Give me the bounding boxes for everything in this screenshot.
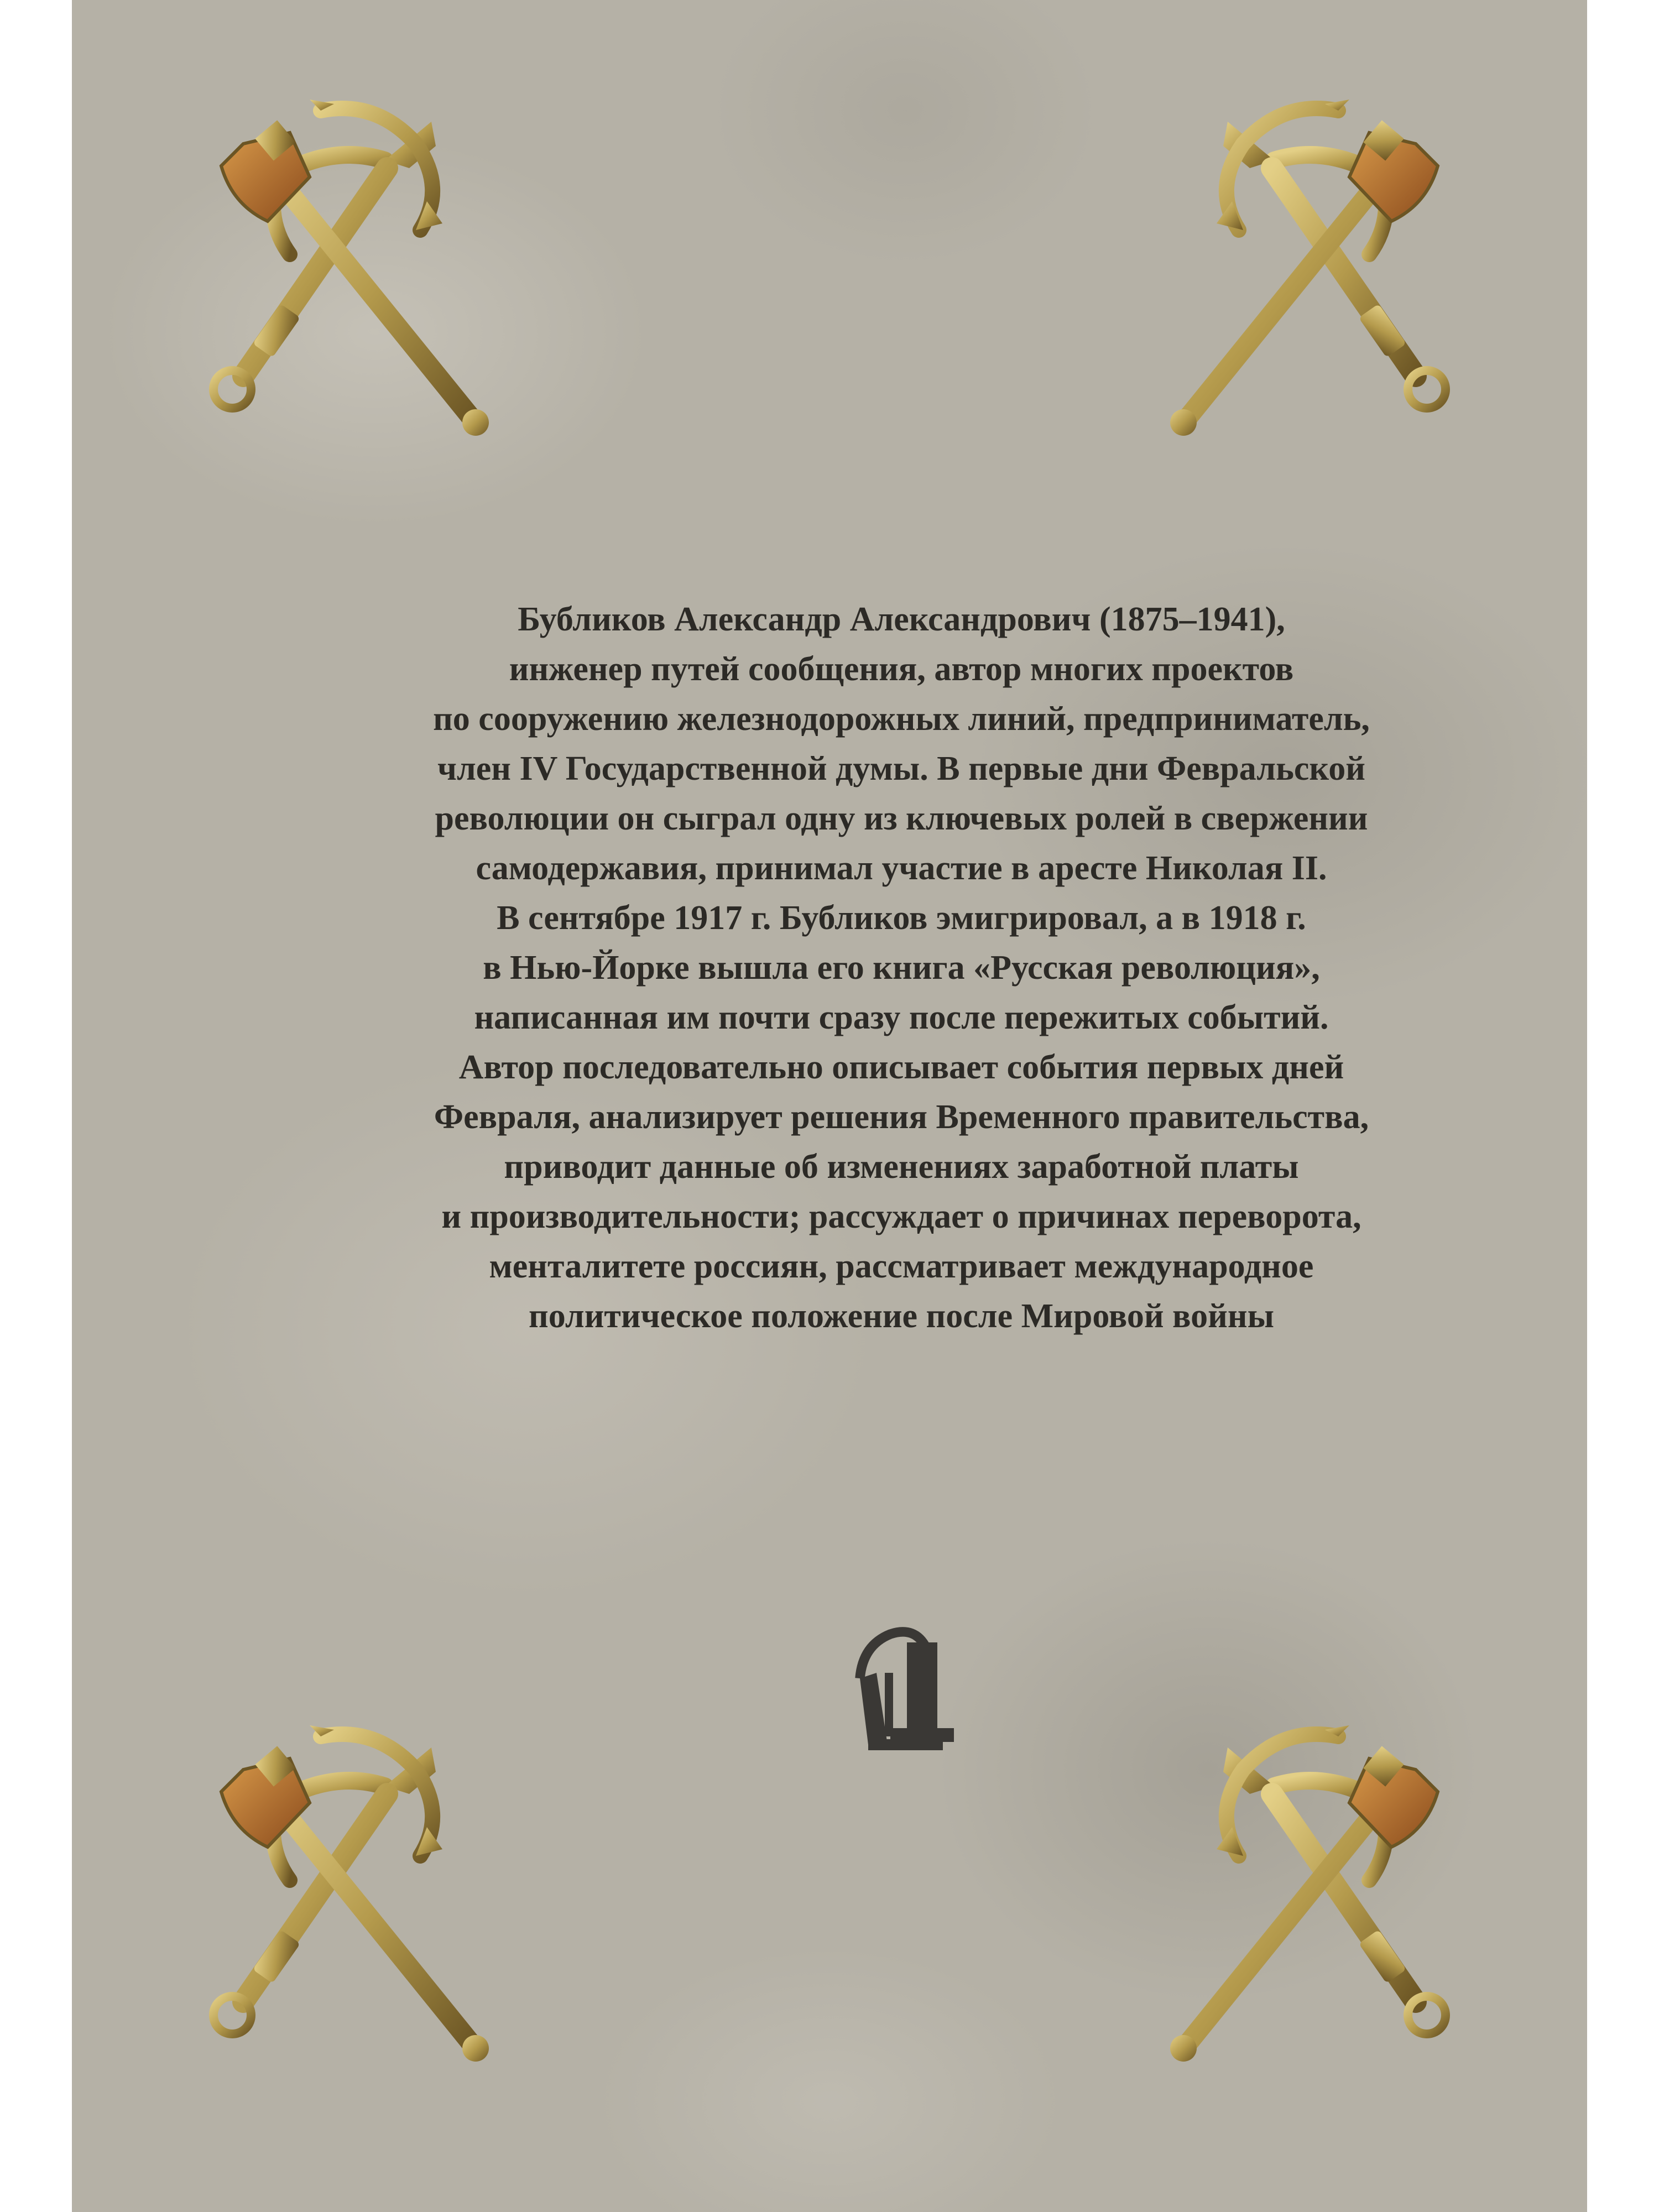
axe-icon xyxy=(221,1746,489,2062)
crossed-axe-and-anchor-icon xyxy=(199,1725,531,2068)
description-line: написанная им почти сразу после пережитых событий. xyxy=(474,999,1329,1036)
description-line: в Нью-Йорке вышла его книга «Русская революция», xyxy=(483,949,1320,987)
description-line: В сентябре 1917 г. Бубликов эмигрировал, а в 1918 г. xyxy=(497,899,1306,937)
book-back-cover xyxy=(72,0,1587,2212)
description-line: политическое положение после Мировой войны xyxy=(529,1297,1274,1335)
crossed-axe-anchor-emblem-bottom-right xyxy=(1128,1725,1460,2068)
publisher-logo xyxy=(849,1618,959,1756)
axe-icon xyxy=(1170,1746,1438,2062)
description-line: Бубликов Александр Александрович (1875–1941), xyxy=(518,601,1285,638)
crossed-axe-and-anchor-icon xyxy=(1128,100,1460,442)
axe-icon xyxy=(1170,120,1438,436)
description-line: и производительности; рассуждает о причинах переворота, xyxy=(441,1198,1361,1235)
crossed-axe-anchor-emblem-top-right xyxy=(1128,100,1460,442)
crossed-axe-and-anchor-icon xyxy=(199,100,531,442)
crossed-axe-and-anchor-icon xyxy=(1128,1725,1460,2068)
crossed-axe-anchor-emblem-bottom-left xyxy=(199,1725,531,2068)
axe-icon xyxy=(221,120,489,436)
description-line: Автор последовательно описывает события первых дней xyxy=(458,1048,1344,1086)
description-line: самодержавия, принимал участие в аресте Николая II. xyxy=(476,849,1327,887)
book-description xyxy=(238,594,1565,1341)
description-line: член IV Государственной думы. В первые дни Февральской xyxy=(437,750,1366,787)
description-line: Февраля, анализирует решения Временного правительства, xyxy=(434,1098,1369,1136)
crossed-axe-anchor-emblem-top-left xyxy=(199,100,531,442)
description-line: приводит данные об изменениях заработной платы xyxy=(504,1148,1299,1186)
description-line: инженер путей сообщения, автор многих проектов xyxy=(509,650,1294,688)
description-line: по сооружению железнодорожных линий, предприниматель, xyxy=(433,700,1370,738)
description-line: менталитете россиян, рассматривает международное xyxy=(489,1248,1314,1285)
description-line: революции он сыграл одну из ключевых ролей в свержении xyxy=(435,800,1368,837)
publisher-monogram-icon xyxy=(849,1618,959,1756)
